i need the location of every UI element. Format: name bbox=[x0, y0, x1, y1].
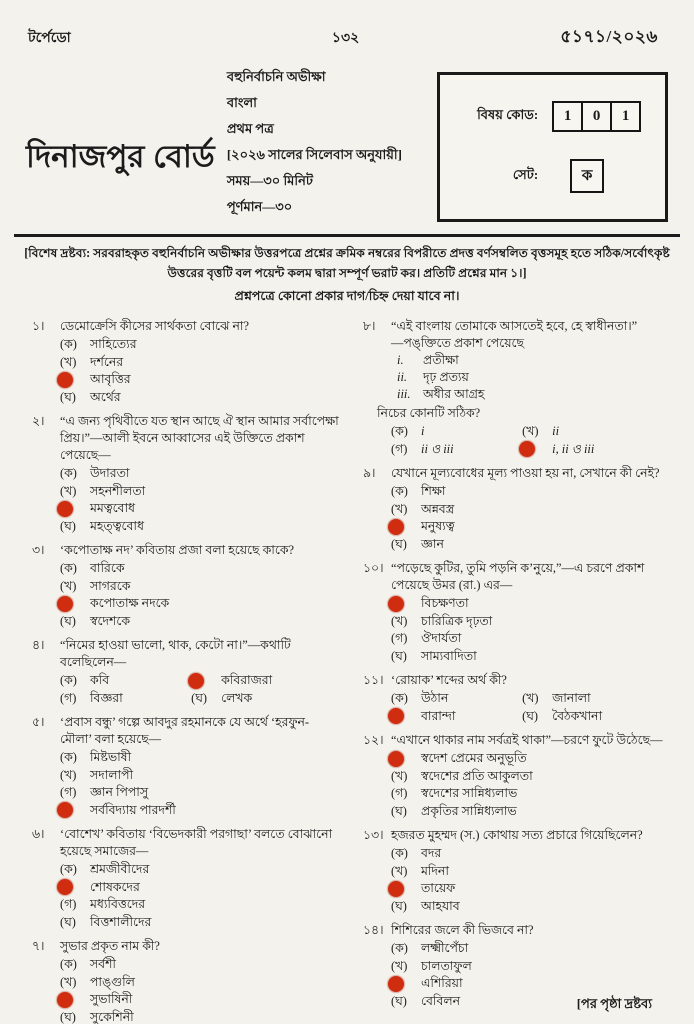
question-block bbox=[363, 672, 670, 725]
option-label: (খ) bbox=[522, 424, 539, 439]
question-body bbox=[60, 542, 339, 630]
option-text: মদিনা bbox=[421, 863, 449, 878]
option bbox=[60, 483, 339, 501]
option-text: সর্বশী bbox=[90, 957, 116, 972]
options bbox=[391, 595, 670, 665]
question-number: ৯। bbox=[363, 466, 376, 481]
option bbox=[391, 441, 522, 459]
statement-text: অধীর আগ্রহ bbox=[423, 387, 485, 402]
option-text: চালতাফুল bbox=[421, 958, 472, 973]
question-body bbox=[60, 413, 339, 535]
subject-code-box bbox=[437, 72, 668, 222]
option-label: (ক) bbox=[60, 750, 77, 765]
option-text: অন্নবস্ত্র bbox=[421, 501, 455, 516]
option-text: কপোতাক্ষ নদকে bbox=[90, 596, 170, 611]
option-text: উদারতা bbox=[90, 466, 130, 481]
paper-code: ৫১৭১/২০২৬ bbox=[560, 27, 658, 46]
filled-answer-dot bbox=[388, 708, 404, 724]
question-body bbox=[60, 826, 339, 931]
options bbox=[60, 749, 339, 819]
option bbox=[391, 536, 670, 554]
option-label: (ঘ) bbox=[191, 690, 208, 705]
option-label: (ঘ) bbox=[391, 898, 407, 913]
header bbox=[0, 52, 694, 222]
question-block bbox=[32, 938, 339, 1024]
option bbox=[60, 500, 339, 518]
option-text: জানালা bbox=[552, 691, 591, 706]
question-block bbox=[363, 318, 670, 458]
statement-text: দৃঢ় প্রত্যয় bbox=[423, 370, 469, 385]
question-body bbox=[60, 318, 339, 406]
filled-answer-dot bbox=[57, 501, 73, 517]
option bbox=[391, 768, 670, 786]
option bbox=[391, 898, 670, 916]
option-label: (গ) bbox=[391, 441, 408, 456]
option bbox=[391, 423, 522, 441]
question-number: ৫। bbox=[32, 715, 45, 730]
option-text: ii ও iii bbox=[421, 441, 454, 456]
option bbox=[191, 690, 339, 708]
question-number: ২। bbox=[32, 414, 45, 429]
option-label: (খ) bbox=[391, 768, 408, 783]
set-row bbox=[452, 159, 653, 193]
option-label: (ক) bbox=[60, 561, 77, 576]
option bbox=[522, 423, 670, 441]
option-text: অর্থের bbox=[90, 389, 121, 404]
exam-subject: বাংলা bbox=[226, 95, 257, 110]
question-block bbox=[363, 560, 670, 665]
option-label: (ঘ) bbox=[391, 993, 407, 1008]
option-label: (ক) bbox=[60, 673, 77, 688]
question-text: ‘প্রবাস বন্ধু’ গল্পে আবদুর রহমানকে যে অর্থে ‘হরফুন-মৌলা’ বলা হয়েছে— bbox=[60, 715, 310, 747]
option-text: আবৃত্তির bbox=[90, 372, 131, 387]
filled-answer-dot bbox=[57, 596, 73, 612]
question-body bbox=[60, 938, 339, 1024]
option-label: (খ) bbox=[60, 578, 77, 593]
question-text: যেখানে মূল্যবোধের মূল্য পাওয়া হয় না, সেখানে কী নেই? bbox=[391, 466, 660, 481]
option bbox=[391, 501, 670, 519]
option-text: সুভাষিনী bbox=[90, 992, 133, 1007]
questions-area bbox=[0, 308, 694, 1024]
question-body bbox=[60, 714, 339, 819]
question-number: ৩। bbox=[32, 543, 45, 558]
options bbox=[60, 336, 339, 406]
option-text: স্বদেশের সান্নিধ্যলাভ bbox=[421, 786, 518, 801]
option bbox=[60, 595, 339, 613]
option-label: (গ) bbox=[391, 631, 408, 646]
question-body bbox=[391, 465, 670, 553]
statement-text: প্রতীক্ষা bbox=[423, 353, 459, 368]
question-block bbox=[363, 827, 670, 915]
option bbox=[60, 354, 339, 372]
option-text: আহযাব bbox=[421, 898, 460, 913]
options bbox=[60, 465, 339, 535]
question-text: ‘বোশেখ’ কবিতায় ‘বিভেদকারী পরগাছা’ বলতে বোঝানো হয়েছে সমাজের— bbox=[60, 827, 333, 859]
option-text: মহত্ত্ববোধ bbox=[90, 518, 144, 533]
top-row bbox=[0, 0, 694, 52]
options bbox=[60, 861, 339, 931]
question-number: ৮। bbox=[363, 319, 376, 334]
exam-full-marks: পূর্ণমান—৩০ bbox=[226, 199, 293, 214]
option bbox=[60, 578, 339, 596]
option-text: লেখক bbox=[221, 690, 253, 705]
option-text: i, ii ও iii bbox=[552, 441, 595, 456]
option bbox=[391, 595, 670, 613]
option-label: (খ) bbox=[60, 354, 77, 369]
option bbox=[60, 784, 339, 802]
option-label: (ঘ) bbox=[60, 389, 76, 404]
option-label: (ঘ) bbox=[60, 518, 76, 533]
option-text: বৈঠকখানা bbox=[552, 708, 603, 723]
option bbox=[391, 750, 670, 768]
option-label: (ঘ) bbox=[391, 803, 407, 818]
question-number: ১১। bbox=[363, 673, 384, 688]
question-block bbox=[32, 826, 339, 931]
exam-info bbox=[227, 62, 437, 222]
subject-code-digits bbox=[552, 101, 641, 132]
option bbox=[391, 648, 670, 666]
question-number: ১৪। bbox=[363, 923, 384, 938]
option bbox=[60, 861, 339, 879]
question-block bbox=[32, 542, 339, 630]
option-text: শ্রমজীবীদের bbox=[90, 862, 150, 877]
option-text: মিষ্টভাষী bbox=[90, 750, 132, 765]
question-number: ৬। bbox=[32, 827, 45, 842]
option-label: (ঘ) bbox=[391, 536, 407, 551]
option bbox=[60, 389, 339, 407]
filled-answer-dot bbox=[388, 596, 404, 612]
question-block bbox=[32, 318, 339, 406]
option bbox=[60, 613, 339, 631]
option-text: বদর bbox=[421, 846, 442, 861]
question-text: “এখানে থাকার নাম সর্বত্রই থাকা”—চরণে ফুটে উঠেছে— bbox=[391, 733, 663, 748]
question-text: শিশিরের জলে কী ভিজবে না? bbox=[391, 923, 534, 938]
option bbox=[60, 802, 339, 820]
option-label: (খ) bbox=[60, 767, 77, 782]
statement-item bbox=[391, 369, 670, 386]
option bbox=[391, 483, 670, 501]
filled-answer-dot bbox=[388, 751, 404, 767]
option bbox=[191, 672, 339, 690]
option bbox=[60, 879, 339, 897]
option bbox=[391, 975, 670, 993]
question-text: সুভার প্রকৃত নাম কী? bbox=[60, 939, 160, 954]
option bbox=[60, 336, 339, 354]
question-text: “পড়েছে কুটির, তুমি পড়নি ক’নুয়ে,”—এ চরণে প্রকাশ পেয়েছে উমর (রা.) এর— bbox=[391, 561, 645, 593]
option-text: সহনশীলতা bbox=[90, 483, 146, 498]
option-label: (গ) bbox=[60, 690, 77, 705]
option-text: এশিরিয়া bbox=[421, 976, 463, 991]
set-value-cell: ক bbox=[570, 159, 604, 193]
exam-time: সময়—৩০ মিনিট bbox=[226, 173, 313, 188]
option-text: বারিকে bbox=[90, 561, 125, 576]
option bbox=[391, 518, 670, 536]
options bbox=[60, 560, 339, 630]
question-body bbox=[391, 672, 670, 725]
options bbox=[391, 483, 670, 553]
question-text: “এই বাংলায় তোমাকে আসতেই হবে, হে স্বাধীনতা।” bbox=[391, 319, 638, 334]
filled-answer-dot bbox=[388, 519, 404, 535]
option-label: (ক) bbox=[391, 484, 408, 499]
subject-code-digit: 1 bbox=[552, 101, 583, 132]
option bbox=[60, 914, 339, 932]
statement-item bbox=[391, 352, 670, 369]
option-label: (ক) bbox=[60, 466, 77, 481]
question-body bbox=[391, 560, 670, 665]
option-label: (খ) bbox=[522, 691, 539, 706]
option-text: বেবিলন bbox=[421, 993, 460, 1008]
option-label: (গ) bbox=[60, 897, 77, 912]
option-text: জ্ঞান bbox=[421, 536, 444, 551]
option-text: শিক্ষা bbox=[421, 484, 446, 499]
option-label: (ঘ) bbox=[60, 1009, 76, 1024]
option bbox=[522, 441, 670, 459]
question-text: ‘রোয়াক’ শব্দের অর্থ কী? bbox=[391, 673, 507, 688]
question-number: ১৩। bbox=[363, 828, 384, 843]
option-label: (ক) bbox=[391, 424, 408, 439]
option bbox=[60, 518, 339, 536]
question-text: “এ জন্য পৃথিবীতে যত স্থান আছে ঐ স্থান আমার সর্বাপেক্ষা প্রিয়।”—আলী ইবনে আব্বাসের এই উক্তিতে প্রকাশ পেয়েছে— bbox=[60, 414, 339, 463]
question-block bbox=[32, 637, 339, 707]
question-number: ৭। bbox=[32, 939, 45, 954]
question-text: ডেমোক্রেসি কীসের সার্থকতা বোঝে না? bbox=[60, 319, 249, 334]
option bbox=[60, 896, 339, 914]
option-label: (ক) bbox=[391, 846, 408, 861]
option-label: (খ) bbox=[60, 974, 77, 989]
option bbox=[391, 803, 670, 821]
option-label: (গ) bbox=[391, 786, 408, 801]
option-label: (ঘ) bbox=[60, 613, 76, 628]
publisher-watermark: টর্পেডো bbox=[28, 31, 71, 46]
option bbox=[522, 690, 670, 708]
option-label: (গ) bbox=[60, 785, 77, 800]
special-notice: [বিশেষ দ্রষ্টব্য: সরবরাহকৃত বহুনির্বাচনি অভীক্ষার উত্তরপত্রে প্রশ্নের ক্রমিক নম্বরের বিপরীতে প্রদত্ত বর্ণসম্বলিত বৃত্তসমূহ হতে সঠিক/সর্বোৎকৃষ্ট উত্তরের বৃত্তটি বল পয়েন্ট কলম দ্বারা সম্পূর্ণ ভরাট কর। প্রতিটি প্রশ্নের মান ১।] bbox=[24, 246, 670, 280]
option-text: বিজ্ঞরা bbox=[90, 690, 123, 705]
option bbox=[60, 371, 339, 389]
option bbox=[391, 785, 670, 803]
option-text: জ্ঞান পিপাসু bbox=[90, 785, 149, 800]
option-label: (ঘ) bbox=[60, 914, 76, 929]
option bbox=[391, 880, 670, 898]
set-label: সেট: bbox=[512, 166, 539, 182]
option-text: i bbox=[421, 424, 425, 439]
option-text: সাগরকে bbox=[90, 578, 131, 593]
option bbox=[391, 863, 670, 881]
question-block bbox=[363, 732, 670, 820]
option-label: (ক) bbox=[60, 957, 77, 972]
option bbox=[60, 767, 339, 785]
question-block bbox=[363, 465, 670, 553]
option-text: দর্শনের bbox=[90, 354, 124, 369]
filled-answer-dot bbox=[188, 673, 204, 689]
option bbox=[60, 1009, 339, 1024]
statement-marker: ii. bbox=[397, 370, 407, 385]
option-text: কবিরাজরা bbox=[221, 673, 273, 688]
no-marks-notice: প্রশ্নপত্রে কোনো প্রকার দাগ/চিহ্ন দেয়া যাবে না। bbox=[234, 289, 460, 304]
question-text: “নিমের হাওয়া ভালো, থাক, কেটো না।”—কথাটি বলেছিলেন— bbox=[60, 638, 291, 670]
questions-column-left bbox=[32, 318, 339, 1024]
question-text: —পঙ্‌ক্তিতে প্রকাশ পেয়েছে bbox=[391, 336, 524, 351]
option-text: সাহিত্যের bbox=[90, 337, 137, 352]
option-text: মনুষ্যত্ব bbox=[421, 519, 455, 534]
options bbox=[60, 956, 339, 1024]
question-body bbox=[391, 732, 670, 820]
option bbox=[60, 560, 339, 578]
option-label: (খ) bbox=[391, 863, 408, 878]
subject-code-row bbox=[452, 101, 653, 132]
option-label: (খ) bbox=[391, 501, 408, 516]
option bbox=[60, 672, 191, 690]
option bbox=[60, 690, 191, 708]
filled-answer-dot bbox=[388, 976, 404, 992]
option bbox=[60, 956, 339, 974]
option-text: বিত্তশালীদের bbox=[90, 914, 152, 929]
option bbox=[60, 974, 339, 992]
option-text: শোষকদের bbox=[90, 879, 140, 894]
question-block bbox=[32, 413, 339, 535]
option bbox=[391, 613, 670, 631]
option-text: তায়েফ bbox=[421, 881, 456, 896]
option-text: মধ্যবিত্তদের bbox=[90, 897, 146, 912]
statement-item bbox=[391, 386, 670, 403]
question-number: ১০। bbox=[363, 561, 384, 576]
subject-code-digit: 1 bbox=[610, 101, 641, 132]
option-label: (ঘ) bbox=[391, 648, 407, 663]
filled-answer-dot bbox=[388, 881, 404, 897]
option-label: (খ) bbox=[391, 958, 408, 973]
options bbox=[391, 423, 670, 458]
option-text: স্বদেশকে bbox=[90, 613, 131, 628]
filled-answer-dot bbox=[57, 802, 73, 818]
question-body bbox=[391, 827, 670, 915]
option-text: মমত্ববোধ bbox=[90, 501, 135, 516]
option-text: প্রকৃতির সান্নিধ্যলাভ bbox=[421, 803, 517, 818]
option-text: কবি bbox=[90, 673, 110, 688]
option bbox=[391, 690, 522, 708]
option-text: লক্ষ্মীপেঁচা bbox=[421, 941, 469, 956]
option-label: (ক) bbox=[60, 862, 77, 877]
question-number: ৪। bbox=[32, 638, 45, 653]
option-text: স্বদেশের প্রতি আকুলতা bbox=[421, 768, 533, 783]
options bbox=[391, 690, 670, 725]
option bbox=[60, 749, 339, 767]
exam-paper: প্রথম পত্র bbox=[226, 121, 274, 136]
questions-column-right bbox=[363, 318, 670, 1024]
option-label: (ক) bbox=[391, 941, 408, 956]
option bbox=[391, 958, 670, 976]
option-text: স্বদেশ প্রেমের অনুভূতি bbox=[421, 751, 527, 766]
option-text: সদালাপী bbox=[90, 767, 134, 782]
exam-syllabus-note: [২০২৬ সালের সিলেবাস অনুযায়ী] bbox=[226, 147, 402, 162]
followup-text: নিচের কোনটি সঠিক? bbox=[377, 406, 481, 421]
statement-marker: iii. bbox=[397, 387, 411, 402]
filled-answer-dot bbox=[519, 441, 535, 457]
option bbox=[391, 845, 670, 863]
option-text: সুকেশিনী bbox=[90, 1009, 134, 1024]
option bbox=[60, 991, 339, 1009]
filled-answer-dot bbox=[57, 992, 73, 1008]
option bbox=[391, 940, 670, 958]
board-name: দিনাজপুর বোর্ড bbox=[26, 139, 215, 174]
option-text: বিচক্ষণতা bbox=[421, 596, 469, 611]
option-text: সর্ববিদ্যায় পারদর্শী bbox=[90, 802, 176, 817]
question-body bbox=[60, 637, 339, 707]
option-label: (খ) bbox=[60, 483, 77, 498]
option-text: ঔদার্যতা bbox=[421, 631, 462, 646]
statement-marker: i. bbox=[397, 353, 404, 368]
option bbox=[60, 465, 339, 483]
option-label: (ক) bbox=[60, 337, 77, 352]
option bbox=[522, 708, 670, 726]
options bbox=[391, 845, 670, 915]
option-text: চারিত্রিক দৃঢ়তা bbox=[421, 613, 493, 628]
exam-title: বহুনির্বাচনি অভীক্ষা bbox=[226, 69, 326, 84]
option bbox=[391, 708, 522, 726]
options bbox=[60, 672, 339, 707]
option-label: (খ) bbox=[391, 613, 408, 628]
next-page-note: [পর পৃষ্ঠা দ্রষ্টব্য bbox=[576, 996, 652, 1011]
option-text: সাম্যবাদিতা bbox=[421, 648, 477, 663]
option-text: বারান্দা bbox=[421, 708, 456, 723]
question-block bbox=[32, 714, 339, 819]
question-number: ১২। bbox=[363, 733, 384, 748]
option-label: (ঘ) bbox=[522, 708, 539, 723]
option bbox=[391, 630, 670, 648]
option-text: ii bbox=[552, 424, 560, 439]
page-number: ১৩২ bbox=[331, 31, 360, 46]
options bbox=[391, 750, 670, 820]
subject-code-digit: 0 bbox=[581, 101, 612, 132]
question-number: ১। bbox=[32, 319, 45, 334]
filled-answer-dot bbox=[57, 372, 73, 388]
subject-code-label: বিষয় কোড: bbox=[477, 106, 539, 122]
question-body bbox=[377, 318, 670, 458]
option-text: উঠান bbox=[421, 691, 449, 706]
question-text: ‘কপোতাক্ষ নদ’ কবিতায় প্রজা বলা হয়েছে কাকে? bbox=[60, 543, 295, 558]
filled-answer-dot bbox=[57, 879, 73, 895]
option-label: (ক) bbox=[391, 691, 408, 706]
question-text: হজরত মুহম্মদ (স.) কোথায় সত্য প্রচারে গিয়েছিলেন? bbox=[391, 828, 643, 843]
option-text: পাঙ্গুলি bbox=[90, 974, 135, 989]
